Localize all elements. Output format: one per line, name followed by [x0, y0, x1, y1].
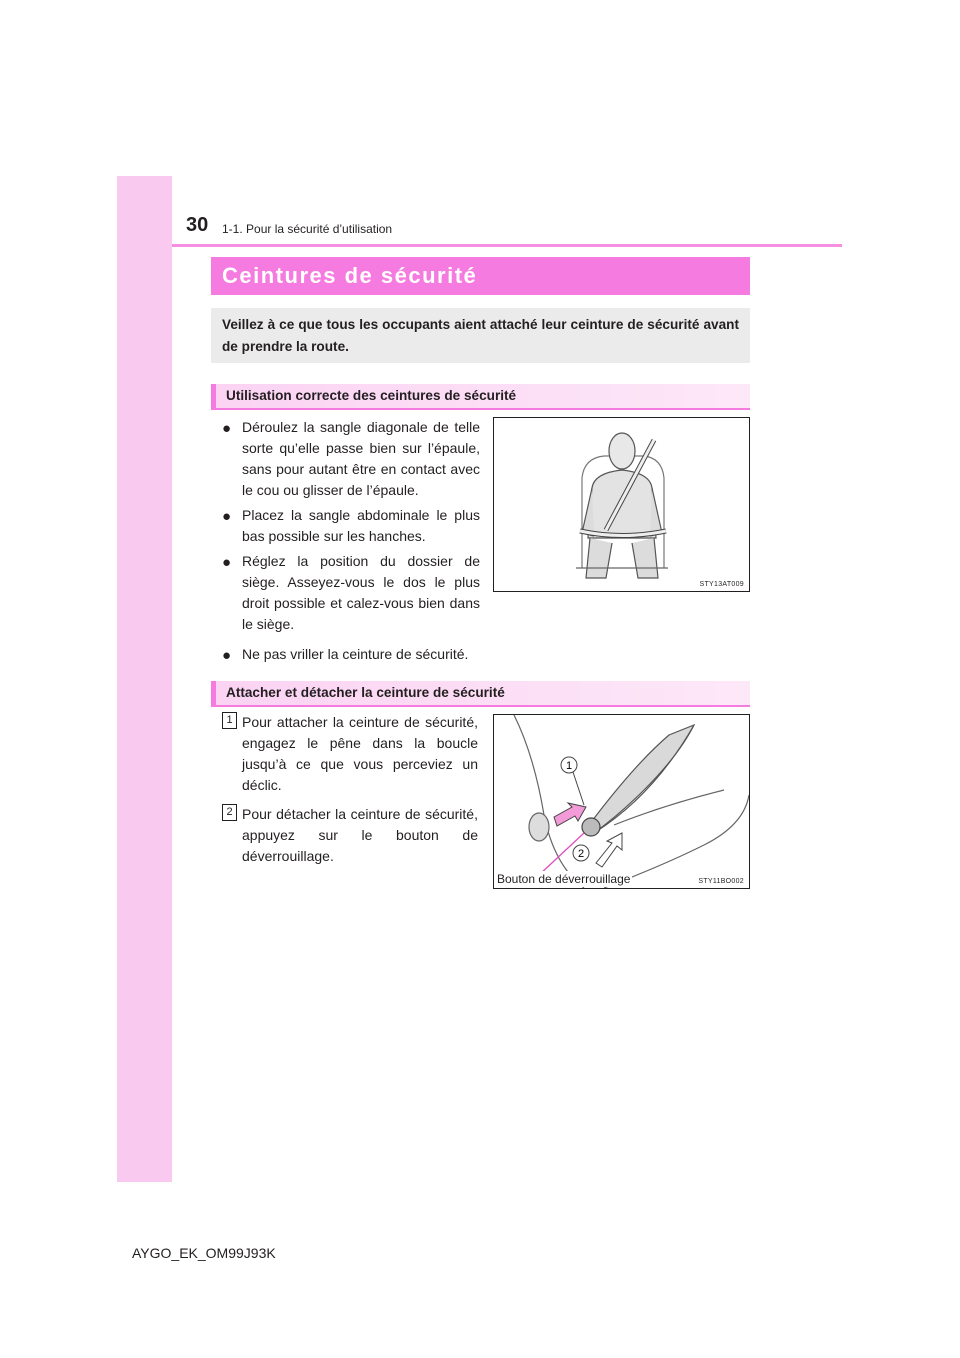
callout-2: 2: [577, 848, 585, 860]
intro-box: Veillez à ce que tous les occupants aient attaché leur ceinture de sécurité avant de prendre la route.: [211, 308, 750, 363]
bullet-icon: ●: [222, 647, 232, 664]
figure-buckle: [493, 714, 750, 889]
bullet-icon: ●: [222, 420, 232, 437]
list-item: 2 Pour détacher la ceinture de sécurité, appuyez sur le bouton de déverrouillage.: [222, 804, 478, 867]
side-color-band: [117, 176, 172, 1182]
section-heading-correct-use: Utilisation correcte des ceintures de sécurité: [211, 384, 750, 410]
bullet-list: [222, 417, 480, 639]
list-item: ● Ne pas vriller la ceinture de sécurité.: [222, 646, 469, 664]
bullet-icon: ●: [222, 554, 232, 571]
buckle-illustration: [494, 715, 749, 888]
figure-code: STY13AT009: [699, 581, 744, 588]
list-item: 1 Pour attacher la ceinture de sécurité, engagez le pêne dans la boucle jusqu’à ce que vous perceviez un déclic.: [222, 712, 478, 796]
page-title: Ceintures de sécurité: [211, 257, 750, 295]
bullet-icon: ●: [222, 508, 232, 525]
page-number: 30: [186, 214, 209, 236]
section-label: 1-1. Pour la sécurité d’utilisation: [222, 222, 393, 236]
list-item: ● Placez la sangle abdominale le plus bas possible sur les hanches.: [222, 507, 480, 544]
seated-person-illustration: [494, 418, 749, 591]
step-number-badge: 2: [222, 804, 237, 821]
release-button-label: Bouton de déverrouillage: [497, 872, 631, 886]
list-item: ● Réglez la position du dossier de siège. Asseyez-vous le dos le plus droit possible et calez-vous bien dans le siège.: [222, 553, 480, 632]
callout-1: 1: [565, 760, 573, 772]
step-list: [222, 712, 478, 875]
header-rule: [172, 244, 842, 247]
figure-code: STY11BO002: [698, 878, 744, 885]
list-item: ● Déroulez la sangle diagonale de telle sorte qu’elle passe bien sur l’épaule, sans pour autant être en contact avec le cou ou glisser de l’épaule.: [222, 419, 480, 498]
footer-doc-code: AYGO_EK_OM99J93K: [132, 1245, 276, 1261]
figure-seated-person-seatbelt: [493, 417, 750, 592]
section-heading-attach-detach: Attacher et détacher la ceinture de sécurité: [211, 681, 750, 707]
step-number-badge: 1: [222, 712, 237, 729]
